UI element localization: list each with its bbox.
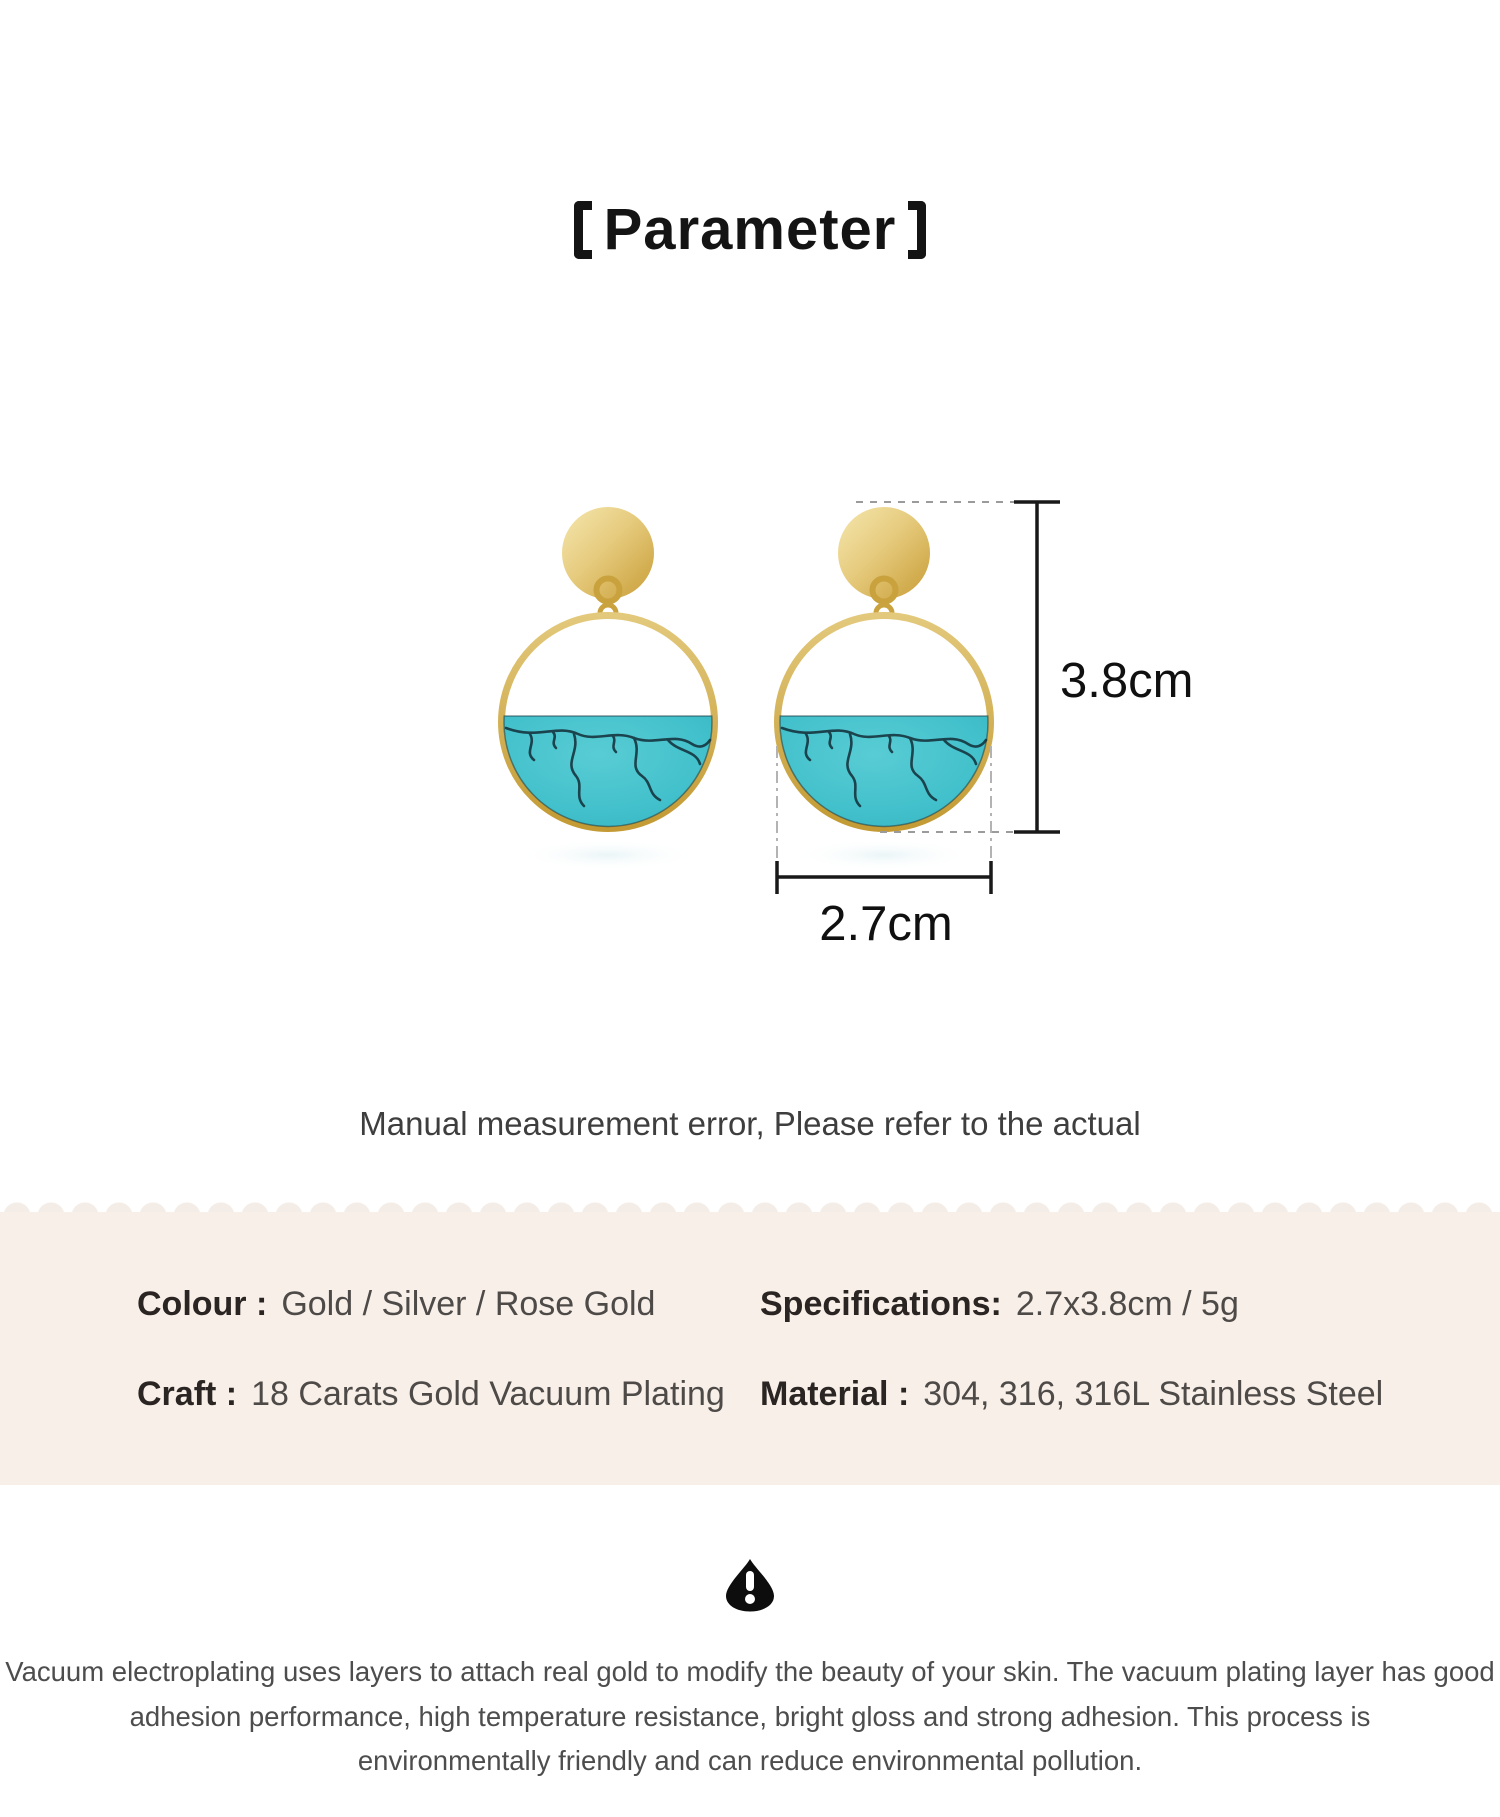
spec-material xyxy=(760,1371,1383,1417)
spec-material-label: Material : xyxy=(760,1375,910,1413)
left-earring-image xyxy=(502,507,715,871)
specs-panel xyxy=(0,1212,1500,1485)
width-dimension-label: 2.7cm xyxy=(819,897,953,951)
spec-colour xyxy=(137,1281,655,1327)
spec-colour-value: Gold / Silver / Rose Gold xyxy=(281,1285,656,1323)
spec-specifications xyxy=(760,1281,1239,1327)
footer-line-3: environmentally friendly and can reduce environmental pollution. xyxy=(357,1745,1143,1776)
height-dimension-line xyxy=(1014,502,1060,832)
page-title-text: Parameter xyxy=(603,197,897,262)
spec-craft-label: Craft : xyxy=(137,1375,238,1413)
footer-line-2: adhesion performance, high temperature resistance, bright gloss and strong adhesion. This process is xyxy=(129,1700,1371,1732)
measurement-note: Manual measurement error, Please refer to the actual xyxy=(359,1105,1141,1142)
footer-line-1: Vacuum electroplating uses layers to attach real gold to modify the beauty of your skin. The vacuum plating layer has good xyxy=(5,1656,1495,1687)
spec-specifications-value: 2.7x3.8cm / 5g xyxy=(1015,1285,1239,1323)
right-earring-image xyxy=(778,507,991,871)
spec-specifications-label: Specifications: xyxy=(760,1285,1002,1323)
exclamation-blob-icon xyxy=(726,1558,774,1612)
spec-craft-value: 18 Carats Gold Vacuum Plating xyxy=(251,1375,725,1413)
spec-craft xyxy=(137,1371,725,1417)
spec-material-value: 304, 316, 316L Stainless Steel xyxy=(923,1375,1384,1413)
height-dimension-label: 3.8cm xyxy=(1060,654,1194,708)
footer-description xyxy=(0,1650,1500,1784)
scallop-decoration xyxy=(0,1185,1500,1213)
spec-colour-label: Colour : xyxy=(137,1285,268,1323)
